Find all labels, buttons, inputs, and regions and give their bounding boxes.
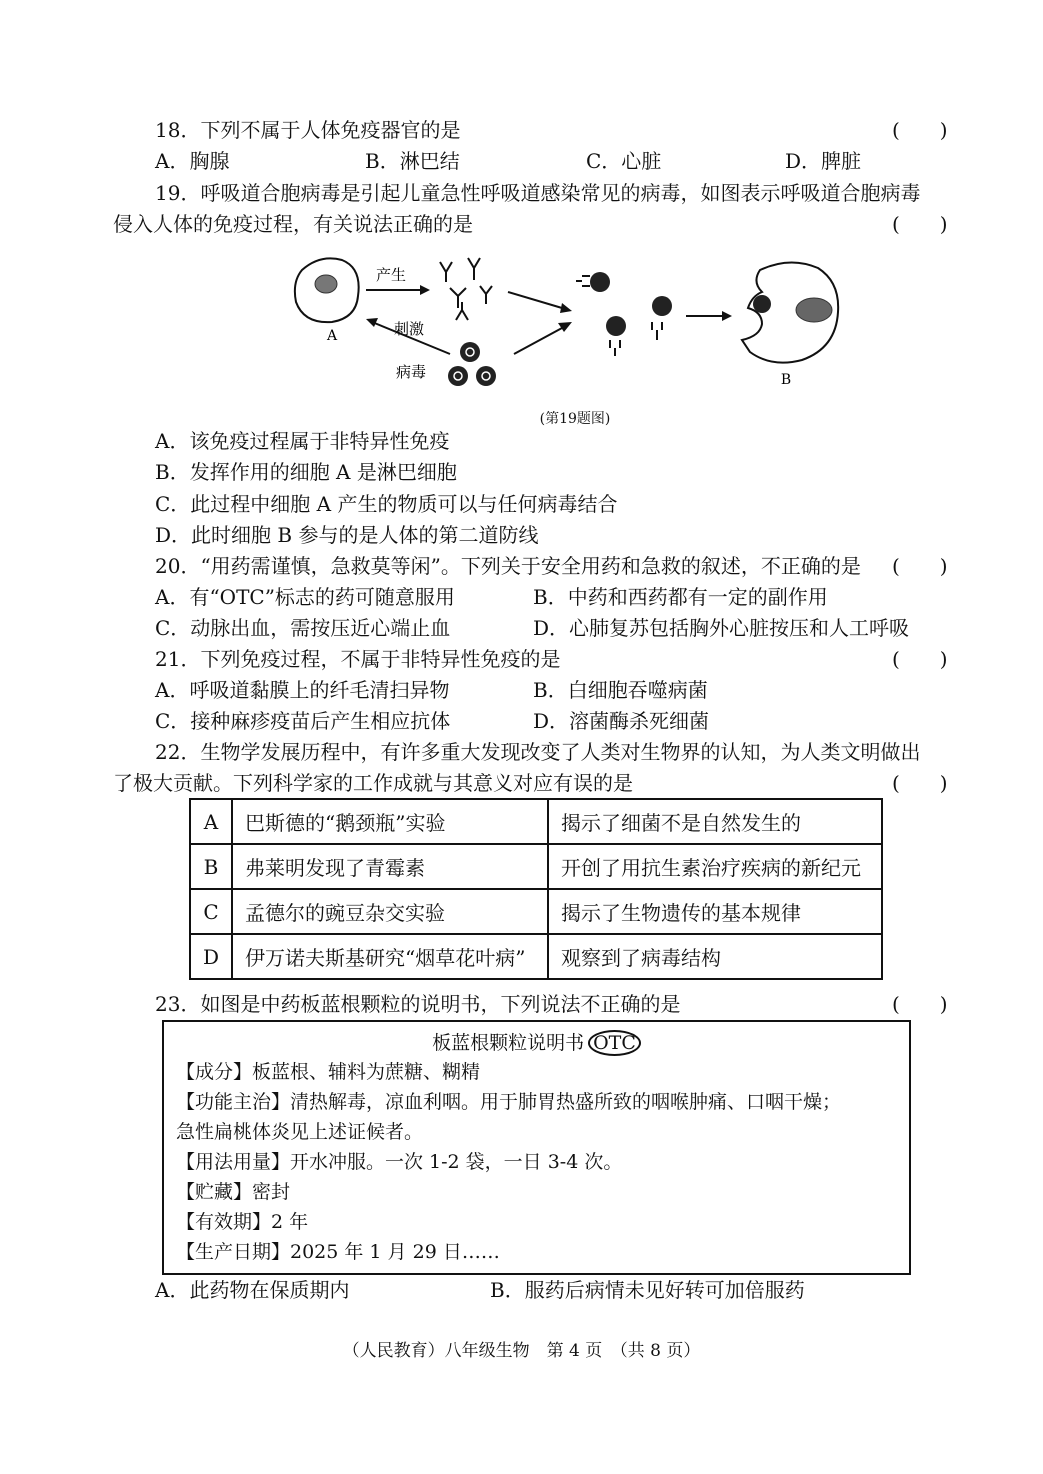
leaflet-production-date: 【生产日期】2025 年 1 月 29 日…… [176,1241,500,1263]
label-stimulate: 刺激 [394,320,425,338]
scientist-table [189,798,883,980]
leaflet-storage: 【贮藏】密封 [176,1181,291,1203]
q22-stem-line1: 22．生物学发展历程中，有许多重大发现改变了人类对生物界的认知，为人类文明做出 [155,740,921,764]
table-cell-significance: 观察到了病毒结构 [548,934,882,979]
q21-option-b: B．白细胞吞噬病菌 [533,678,708,702]
otc-badge: OTC [588,1030,641,1056]
table-cell-achievement: 孟德尔的豌豆杂交实验 [232,889,548,934]
table-row [190,934,882,979]
label-produce: 产生 [376,266,407,284]
q20-option-b: B．中药和西药都有一定的副作用 [533,585,828,609]
leaflet-title-row [164,1030,909,1056]
table-cell-significance: 揭示了细菌不是自然发生的 [548,799,882,844]
table-cell-significance: 揭示了生物遗传的基本规律 [548,889,882,934]
antibodies [440,258,492,320]
q19-answer-paren: ( ) [892,212,948,236]
q23-answer-paren: ( ) [892,992,948,1016]
table-cell-key: C [190,889,232,934]
leaflet-title: 板蓝根颗粒说明书 [432,1032,585,1054]
q18-stem: 18．下列不属于人体免疫器官的是 [155,118,461,142]
table-cell-achievement: 弗莱明发现了青霉素 [232,844,548,889]
q21-option-a: A．呼吸道黏膜上的纤毛清扫异物 [155,678,450,702]
virus-arrow [514,328,562,354]
q21-option-d: D．溶菌酶杀死细菌 [533,709,710,733]
q18-option-a: A．胸腺 [155,149,230,173]
q23-stem: 23．如图是中药板蓝根颗粒的说明书，下列说法不正确的是 [155,992,681,1016]
q20-stem: 20．“用药需谨慎，急救莫等闲”。下列关于安全用药和急救的叙述，不正确的是 [155,554,861,578]
cell-b [742,262,838,362]
q21-answer-paren: ( ) [892,647,948,671]
q19-option-b: B．发挥作用的细胞 A 是淋巴细胞 [155,460,457,484]
q20-answer-paren: ( ) [892,554,948,578]
q22-answer-paren: ( ) [892,771,948,795]
table-cell-key: D [190,934,232,979]
page-footer: （人民教育）八年级生物 第 4 页 （共 8 页） [342,1341,701,1361]
medicine-leaflet [162,1020,911,1275]
table-cell-significance: 开创了用抗生素治疗疾病的新纪元 [548,844,882,889]
table-row [190,844,882,889]
label-cell-b: B [780,372,792,388]
q20-option-a: A．有“OTC”标志的药可随意服用 [155,585,455,609]
label-cell-a: A [326,328,338,344]
leaflet-ingredients: 【成分】板蓝根、辅料为蔗糖、糊精 [176,1061,481,1083]
q22-stem-line2: 了极大贡献。下列科学家的工作成就与其意义对应有误的是 [113,771,633,795]
q19-option-c: C．此过程中细胞 A 产生的物质可以与任何病毒结合 [155,492,618,516]
q21-option-c: C．接种麻疹疫苗后产生相应抗体 [155,709,451,733]
leaflet-indications: 【功能主治】清热解毒，凉血利咽。用于肺胃热盛所致的咽喉肿痛、口咽干燥； [176,1091,842,1113]
cell-a [295,258,359,322]
q19-option-d: D．此时细胞 B 参与的是人体的第二道防线 [155,523,539,547]
table-row [190,799,882,844]
q18-option-d: D．脾脏 [785,149,862,173]
q18-option-b: B．淋巴结 [365,149,460,173]
antibody-arrow [508,292,562,308]
leaflet-validity: 【有效期】2 年 [176,1211,309,1233]
antibody-virus-complexes [576,272,672,356]
label-virus: 病毒 [396,363,427,381]
q20-option-c: C．动脉出血，需按压近心端止血 [155,616,451,640]
table-row [190,889,882,934]
q19-figure-caption: (第19题图) [539,411,611,427]
q19-stem-line1: 19．呼吸道合胞病毒是引起儿童急性呼吸道感染常见的病毒，如图表示呼吸道合胞病毒 [155,181,921,205]
q23-option-a: A．此药物在保质期内 [155,1278,350,1302]
table-cell-achievement: 巴斯德的“鹅颈瓶”实验 [232,799,548,844]
q20-option-d: D．心肺复苏包括胸外心脏按压和人工呼吸 [533,616,910,640]
leaflet-dosage: 【用法用量】开水冲服。一次 1-2 袋，一日 3-4 次。 [176,1151,623,1173]
q19-option-a: A．该免疫过程属于非特异性免疫 [155,429,450,453]
immune-process-figure [290,252,850,402]
table-cell-achievement: 伊万诺夫斯基研究“烟草花叶病” [232,934,548,979]
table-cell-key: B [190,844,232,889]
virus-group [448,342,496,386]
q23-option-b: B．服药后病情未见好转可加倍服药 [490,1278,805,1302]
q18-option-c: C．心脏 [586,149,662,173]
q18-answer-paren: ( ) [892,118,948,142]
leaflet-indications-cont: 急性扁桃体炎见上述证候者。 [176,1121,424,1143]
q19-stem-line2: 侵入人体的免疫过程，有关说法正确的是 [113,212,473,236]
table-cell-key: A [190,799,232,844]
q21-stem: 21．下列免疫过程，不属于非特异性免疫的是 [155,647,561,671]
